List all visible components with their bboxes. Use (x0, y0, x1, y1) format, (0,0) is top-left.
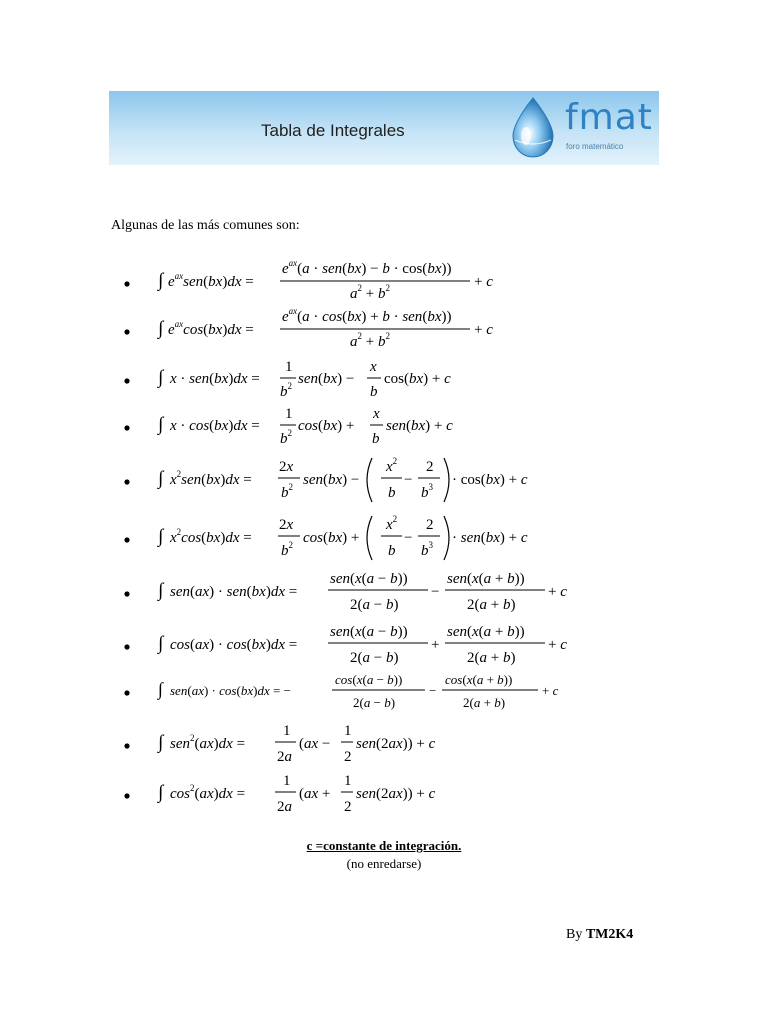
svg-text:sen2(ax)dx =: sen$^2$(ax)dx = (170, 733, 246, 752)
brand-tagline: foro matemático (566, 142, 624, 151)
svg-text:· cos(bx) + c: · cos(bx) + c (452, 472, 528, 488)
svg-text:2(a + b): 2(a + b) (467, 650, 516, 666)
svg-text:+ c: + c (548, 584, 567, 600)
svg-text:(ax −: (ax − (299, 736, 331, 752)
svg-text:2: 2 (344, 799, 352, 815)
svg-text:∫: ∫ (158, 782, 164, 803)
author-credit (566, 927, 633, 943)
svg-text:x2cos(bx)dx =: $x^2\cos(bx)dx$ = (170, 527, 252, 546)
svg-text:sen(bx) + c: sen(bx) + c (386, 418, 453, 434)
page-title: Tabla de Integrales (261, 121, 405, 140)
svg-text:∫: ∫ (158, 318, 164, 339)
svg-text:2: 2 (344, 749, 352, 765)
formula-item (124, 571, 567, 613)
constant-note: c =constante de integración. (306, 838, 462, 853)
svg-text:b2: $b^2$ (280, 428, 292, 447)
svg-text:sen(ax) · sen(bx)dx =: sen(ax) · sen(bx)dx = (170, 584, 298, 600)
svg-text:eax(a · sen(bx) − b · cos(bx)): $e^{ax}(a \cdot sen(bx) - b \cdot \cos(bx))$ (282, 258, 452, 277)
svg-text:(ax +: (ax + (299, 786, 331, 802)
formula-item (124, 306, 493, 350)
svg-text:b2: $b^2$ (280, 381, 292, 400)
formula-item (124, 624, 567, 666)
svg-text:2x: 2x (279, 517, 294, 533)
svg-text:x · sen(bx)dx =: x · sen(bx)dx = (170, 371, 260, 387)
svg-text:sen(ax) · cos(bx)dx = −: sen(ax) · cos(bx)dx = − (170, 683, 291, 698)
svg-text:a2 + b2: $a^2 + b^2$ (350, 331, 390, 350)
svg-text:cos(ax) · cos(bx)dx =: cos(ax) · cos(bx)dx = (170, 637, 298, 653)
svg-text:cos(bx) +: cos(bx) + (298, 418, 355, 434)
svg-text:b2: $b^2$ (281, 540, 293, 559)
svg-text:2x: 2x (279, 459, 294, 475)
svg-text:−: − (404, 472, 413, 488)
formula-item (124, 258, 493, 302)
svg-text:b: b (372, 431, 380, 447)
intro-text: Algunas de las más comunes son: (111, 218, 300, 233)
svg-text:+: + (431, 637, 440, 653)
svg-text:eax(a · cos(bx) + b · sen(bx)): $e^{ax}(a \cdot \cos(bx) + b \cdot sen(bx))$ (282, 306, 452, 325)
svg-text:a2 + b2: $a^2 + b^2$ (350, 283, 390, 302)
svg-text:sen(bx) −: sen(bx) − (298, 371, 355, 387)
svg-text:sen(x(a + b)): sen(x(a + b)) (447, 624, 525, 640)
svg-text:b: b (370, 384, 378, 400)
svg-text:cos2(ax)dx =: $\cos^2(ax)dx$ = (170, 783, 246, 802)
svg-text:2(a − b): 2(a − b) (350, 597, 399, 613)
svg-text:1: 1 (283, 723, 291, 739)
svg-text:∫: ∫ (158, 468, 164, 489)
svg-text:b3: $b^3$ (421, 540, 433, 559)
brand-logo: fmat (565, 97, 653, 138)
author-name: TM2K4 (585, 927, 634, 942)
svg-text:cos(bx) + c: cos(bx) + c (384, 371, 451, 387)
formula-item (124, 406, 453, 447)
svg-text:1: 1 (344, 773, 352, 789)
svg-text:sen(x(a − b)): sen(x(a − b)) (330, 571, 408, 587)
svg-text:2(a − b): 2(a − b) (350, 650, 399, 666)
svg-text:2(a − b): 2(a − b) (353, 695, 396, 710)
svg-text:∫: ∫ (158, 414, 164, 435)
svg-text:∫: ∫ (158, 679, 163, 699)
constant-subnote: (no enredarse) (346, 856, 422, 871)
svg-text:b2: $b^2$ (281, 482, 293, 501)
svg-text:∫: ∫ (158, 732, 164, 753)
svg-text:2(a + b): 2(a + b) (463, 695, 506, 710)
svg-text:x2sen(bx)dx =: $x^2sen(bx)dx$ = (170, 469, 252, 488)
svg-text:2(a + b): 2(a + b) (467, 597, 516, 613)
formula-item (124, 672, 558, 710)
svg-text:1: 1 (283, 773, 291, 789)
svg-text:sen(2ax)) + c: sen(2ax)) + c (356, 786, 436, 802)
svg-text:+ c: + c (474, 322, 493, 338)
svg-text:2: 2 (426, 517, 434, 533)
svg-text:sen(x(a − b)): sen(x(a − b)) (330, 624, 408, 640)
svg-text:∫: ∫ (158, 367, 164, 388)
svg-text:∫: ∫ (158, 270, 164, 291)
svg-text:1: 1 (285, 406, 293, 422)
svg-text:−: − (429, 683, 437, 698)
svg-text:sen(bx) −: sen(bx) − (303, 472, 360, 488)
svg-text:1: 1 (344, 723, 352, 739)
svg-text:∫: ∫ (158, 580, 164, 601)
svg-text:eaxcos(bx)dx =: $e^{ax}\cos(bx)dx$ = (168, 319, 254, 338)
svg-text:+ c: + c (548, 637, 567, 653)
svg-text:+ c: + c (542, 683, 559, 698)
svg-text:· sen(bx) + c: · sen(bx) + c (452, 530, 528, 546)
svg-text:b: b (388, 485, 396, 501)
svg-text:1: 1 (285, 359, 293, 375)
formula-item (124, 359, 451, 400)
svg-text:x2: $x^2$ (386, 514, 398, 533)
svg-text:sen(2ax)) + c: sen(2ax)) + c (356, 736, 436, 752)
svg-text:eaxsen(bx)dx =: $e^{ax}sen(bx)dx$ = (168, 271, 254, 290)
svg-text:2a: 2a (277, 799, 292, 815)
formula-item (124, 514, 527, 560)
svg-text:cos(x(a + b)): cos(x(a + b)) (445, 672, 513, 687)
svg-text:x: x (373, 406, 380, 422)
svg-text:x: x (370, 359, 377, 375)
svg-text:2: 2 (426, 459, 434, 475)
svg-text:x2: $x^2$ (386, 456, 398, 475)
svg-text:cos(bx) +: cos(bx) + (303, 530, 360, 546)
svg-text:−: − (431, 584, 440, 600)
svg-text:−: − (404, 530, 413, 546)
svg-text:x · cos(bx)dx =: x · cos(bx)dx = (170, 418, 260, 434)
author-prefix: By (566, 927, 583, 942)
svg-text:+ c: + c (474, 274, 493, 290)
svg-text:∫: ∫ (158, 633, 164, 654)
formula-item (124, 773, 435, 815)
svg-text:cos(x(a − b)): cos(x(a − b)) (335, 672, 403, 687)
svg-text:2a: 2a (277, 749, 292, 765)
formula-item (124, 723, 435, 765)
svg-text:b: b (388, 543, 396, 559)
svg-text:b3: $b^3$ (421, 482, 433, 501)
svg-text:∫: ∫ (158, 526, 164, 547)
svg-text:sen(x(a + b)): sen(x(a + b)) (447, 571, 525, 587)
formula-item (124, 456, 527, 502)
